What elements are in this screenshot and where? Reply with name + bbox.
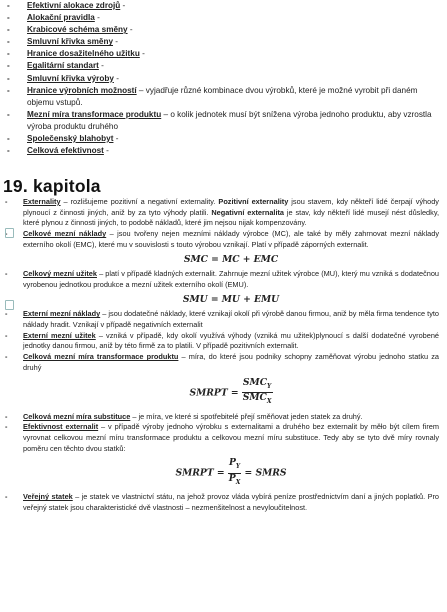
- list-item-efficiency: [3, 422, 439, 488]
- list-item: [3, 133, 443, 145]
- numerator-symbol: P: [228, 457, 236, 469]
- list-item: [3, 48, 443, 60]
- text: – vzniká v případě, kdy okolí využívá výhody (vzniká mu užitek)plynoucí s další dodatečné vyrobené jednotky danou firmou, aniž by této firmě za to platili. V případě pozitivních externalit.: [23, 330, 440, 351]
- bullet: -: [5, 422, 8, 432]
- term-description: -: [120, 1, 126, 10]
- list-item-smrs: [3, 412, 439, 423]
- term: Krabicové schéma směny: [27, 25, 128, 35]
- list-item-smc: [3, 229, 439, 265]
- formula-lhs: SMRPT =: [189, 387, 242, 399]
- bullet: -: [5, 352, 8, 362]
- bullet: -: [7, 25, 10, 35]
- text: – rozlišujeme pozitivní a negativní externality.: [60, 197, 219, 206]
- list-item: [3, 85, 443, 109]
- margin-checkbox-mark: [5, 300, 14, 310]
- bullet: -: [7, 49, 10, 59]
- term-description: -: [103, 146, 109, 156]
- term-description: -: [113, 134, 119, 144]
- term-description: – vyjadřuje různé kombinace dvou výrobků, které je možné vyrobit při daném objemu vstupů.: [27, 85, 418, 107]
- bullet: -: [5, 330, 8, 340]
- term: Společenský blahobyt: [27, 134, 114, 144]
- text: – platí v případě kladných externalit. Zahrnuje mezní užitek výrobce (MU), který mu vzniká s dodatečnou vyrobenou jednotkou produkce a mezní užitek externího okolí (EMU).: [23, 269, 440, 289]
- list-item: [3, 73, 443, 85]
- denominator: [242, 393, 273, 408]
- text: – míra, do které jsou podniky schopny zaměňovat výrobu jednoho statku za druhý: [23, 352, 439, 372]
- list-item-externality: [3, 197, 439, 229]
- term-description: -: [113, 73, 119, 83]
- term: Alokační pravidla: [27, 13, 95, 23]
- list-item-public-good: [3, 492, 439, 513]
- term: Externí mezní užitek: [23, 330, 96, 340]
- numerator: [228, 458, 242, 474]
- list-item-emu: [3, 331, 439, 352]
- denominator-symbol: SMC: [242, 392, 267, 404]
- text: jsou stavem, kdy někteří lidé čerpají výhody plynoucí z činnosti jiných, aniž by za tyto výhody platili.: [23, 197, 439, 217]
- term-description: -: [113, 37, 119, 47]
- list-item: [3, 24, 443, 36]
- chapter-heading: 19. kapitola: [3, 176, 101, 196]
- bullet: -: [5, 197, 8, 206]
- term: Efektivní alokace zdrojů: [27, 1, 121, 10]
- term-description: -: [127, 25, 133, 35]
- bullet: -: [7, 61, 10, 71]
- term: Celková mezní míra substituce: [23, 411, 131, 421]
- term: Celkové mezní náklady: [23, 229, 107, 239]
- formula-rhs: = SMRS: [241, 467, 287, 479]
- bullet: -: [7, 109, 10, 119]
- list-item: [3, 0, 443, 12]
- term-description: -: [98, 61, 104, 71]
- list-item: [3, 36, 443, 48]
- term: Externí mezní náklady: [23, 309, 101, 319]
- term: Veřejný statek: [23, 492, 73, 502]
- bullet: -: [5, 411, 8, 421]
- list-item: [3, 109, 443, 133]
- chapter-term-list: [3, 197, 439, 514]
- formula-smrpt: [23, 378, 439, 408]
- list-item-smrpt: [3, 352, 439, 407]
- bullet: -: [7, 37, 10, 47]
- text: – v případě výroby jednoho výrobku s externalitami a druhého bez externalit by měło být cílem firem vyrovnat celkovou mezní míru transformace produktu a celkovou mezní míru substituce. Tedy aby se tyto dvě míry rovnaly poměru cen těchto dvou statků:: [23, 422, 439, 453]
- numerator-symbol: SMC: [242, 376, 268, 388]
- term-description: -: [94, 13, 100, 23]
- fraction: [228, 458, 242, 488]
- term: Mezní míra transformace produktu: [27, 109, 162, 119]
- text: je stav, kdy někteří lidé musejí nést důsledky, které plynou z činnosti jiných, to podobě nákladů, které jim nejsou nijak kompenzovány.: [23, 207, 439, 228]
- list-item: [3, 60, 443, 72]
- text: – je míra, ve které si spotřebitelé přejí směňovat jeden statek za druhý.: [130, 411, 363, 421]
- denominator-subscript: X: [235, 478, 241, 486]
- term: Smluvní křivka výroby: [27, 73, 114, 83]
- term: Smluvní křivka směny: [27, 37, 114, 47]
- term-description: -: [139, 49, 145, 59]
- denominator: [228, 474, 242, 489]
- bullet: -: [7, 134, 10, 144]
- formula-lhs: SMRPT =: [175, 467, 228, 479]
- numerator-subscript: Y: [267, 382, 272, 390]
- list-item: [3, 12, 443, 24]
- term: Externality: [23, 197, 61, 206]
- formula-smc: SMC = MC + EMC: [183, 253, 279, 265]
- margin-checkbox-mark: [5, 228, 14, 238]
- bullet: -: [7, 85, 10, 95]
- bullet: -: [5, 309, 8, 319]
- term: Celková mezní míra transformace produktu: [23, 352, 179, 362]
- bold-text: Negativní externalita: [211, 207, 285, 217]
- term: Hranice výrobních možností: [27, 85, 137, 95]
- denominator-symbol: P: [228, 472, 236, 484]
- bullet: -: [7, 13, 10, 23]
- fraction: [242, 378, 273, 408]
- bold-text: Pozitivní externality: [218, 197, 289, 206]
- numerator-subscript: Y: [235, 463, 241, 471]
- list-item-emc: [3, 309, 439, 330]
- formula-smu: SMU = MU + EMU: [182, 293, 280, 305]
- list-item: [3, 145, 443, 157]
- top-term-list: [3, 0, 443, 157]
- bullet: -: [7, 146, 10, 156]
- term: Celkový mezní užitek: [23, 269, 97, 279]
- term-description: – o kolik jednotek musí být snížena výroba jednoho produktu, aby vzrostla výroba produktu druhého: [27, 109, 432, 131]
- term: Egalitární standart: [27, 61, 99, 71]
- text: – jsou tvořeny nejen mezními náklady výrobce (MC), ale také by měly zahrnovat mezní náklady externího okolí (EMC), které mu v souvislosti s touto výrobou vznikají. Platí v případě záporných externalit.: [23, 229, 439, 249]
- list-item-smu: [3, 269, 439, 305]
- bullet: -: [5, 269, 8, 279]
- bullet: -: [5, 492, 8, 502]
- bullet: -: [5, 229, 8, 239]
- term: Hranice dosažitelného užitku: [27, 49, 140, 59]
- term: Efektivnost externalit: [23, 422, 99, 432]
- text: – jsou dodatečné náklady, které vznikají okolí při výrobě danou firmou, aniž by měla firma tendence tyto náklady hradit. Vznikají v případě negativních externalit: [23, 309, 439, 330]
- denominator-subscript: X: [266, 397, 272, 405]
- text: – je statek ve vlastnictví státu, na jehož provoz vláda vybírá peníze prostřednictvím daní a jiných poplatků. Pro veřejný statek jsou charakteristické dvě vlastnosti – nezmenšitelnost a nevyloučitelnost.: [23, 492, 439, 513]
- term: Celková efektivnost: [27, 146, 104, 156]
- numerator: [242, 378, 273, 394]
- formula-efficiency: [23, 458, 439, 488]
- bullet: -: [7, 73, 10, 83]
- bullet: -: [7, 1, 10, 10]
